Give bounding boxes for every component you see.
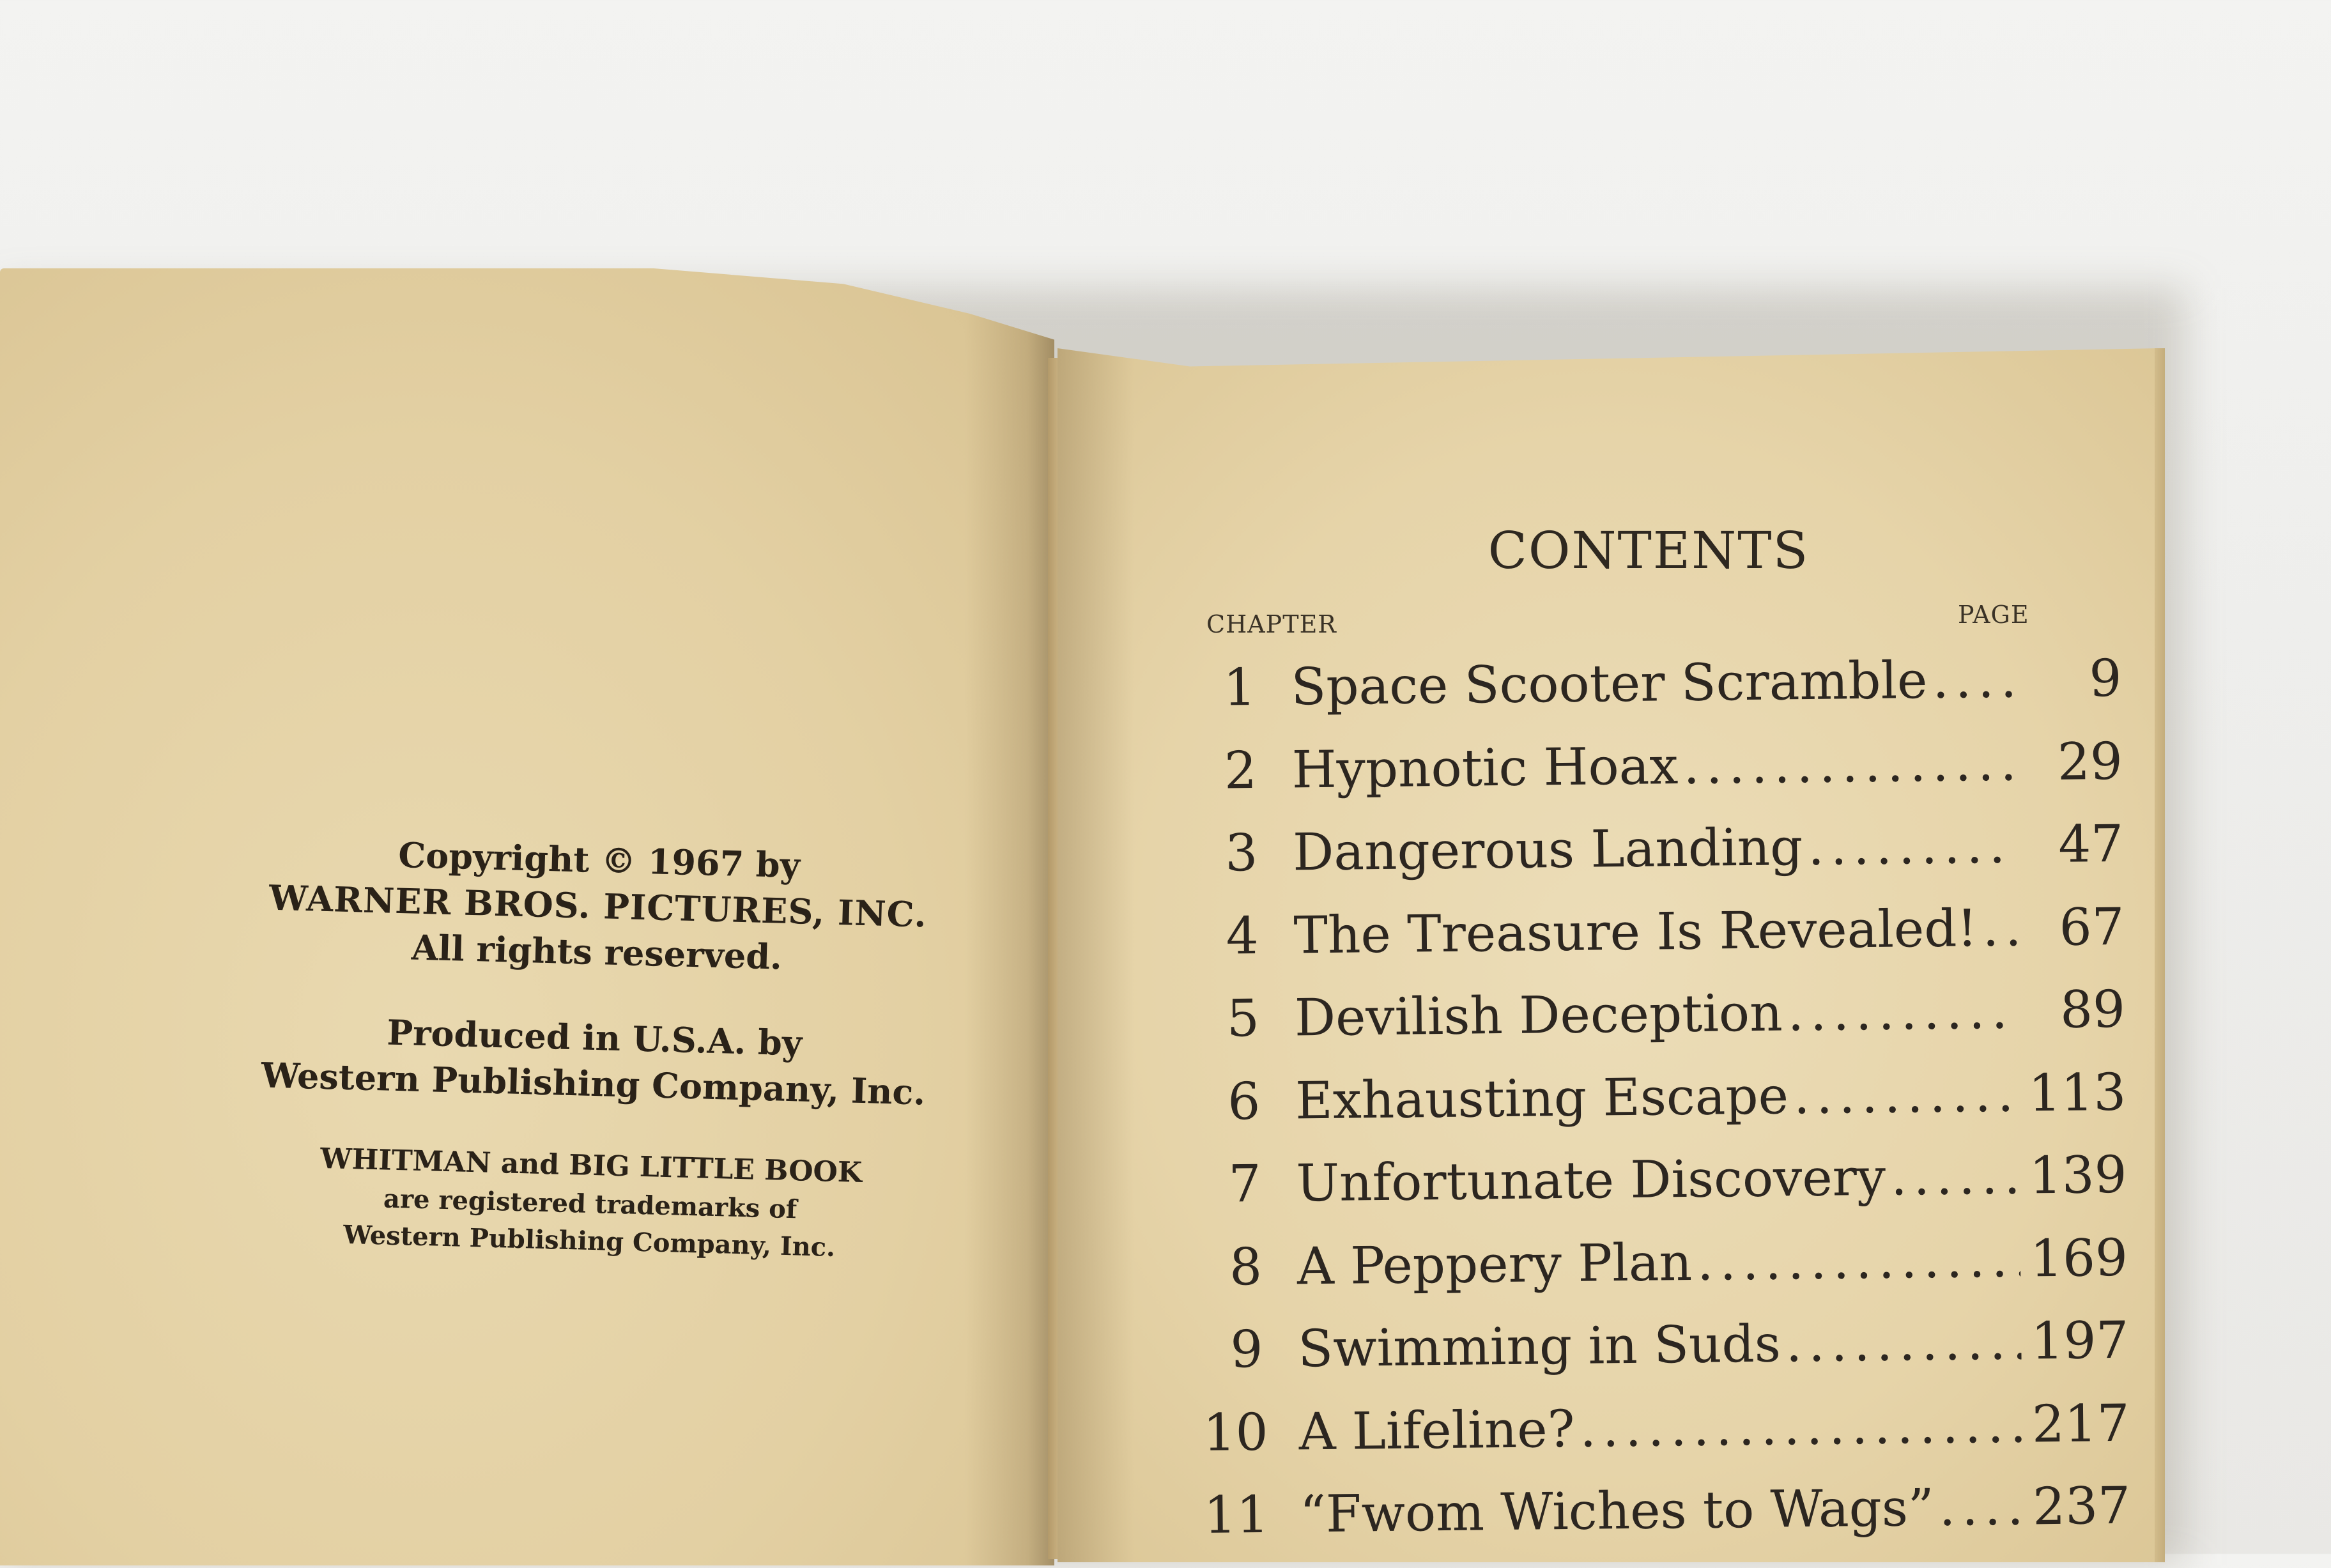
dot-leader xyxy=(1891,1146,2020,1207)
chapter-page-number: 67 xyxy=(2059,896,2125,957)
contents-title: CONTENTS xyxy=(1488,521,1810,580)
chapter-number: 4 xyxy=(1226,905,1259,966)
chapter-title: Dangerous Landing xyxy=(1292,817,1803,882)
toc-entry xyxy=(1195,649,2122,741)
toc-entry xyxy=(1203,1393,2130,1486)
chapter-title: Devilish Deception xyxy=(1294,983,1783,1048)
chapter-number: 2 xyxy=(1224,740,1258,801)
chapter-title: “Fwom Wiches to Wags” xyxy=(1299,1477,1935,1544)
dot-leader xyxy=(1982,898,2017,958)
chapter-number: 1 xyxy=(1223,657,1256,718)
chapter-number: 9 xyxy=(1229,1319,1263,1380)
chapter-page-number: 237 xyxy=(2032,1475,2131,1537)
toc-entry xyxy=(1196,731,2123,824)
copyright-block xyxy=(206,827,983,1270)
publisher-line: WARNER BROS. PICTURES, INC. xyxy=(268,877,928,935)
chapter-number: 6 xyxy=(1227,1071,1261,1131)
chapter-title: Unfortunate Discovery xyxy=(1296,1147,1886,1213)
dot-leader xyxy=(1785,1312,2021,1374)
page-column-heading: PAGE xyxy=(1958,601,2029,629)
chapter-number: 8 xyxy=(1229,1236,1263,1296)
chapter-page-number: 169 xyxy=(2029,1227,2128,1288)
produced-line: Produced in U.S.A. by xyxy=(386,1011,803,1064)
dot-leader xyxy=(1932,650,2015,710)
table-of-contents xyxy=(1195,649,2131,1568)
chapter-title: Space Scooter Scramble xyxy=(1290,650,1928,717)
toc-entry xyxy=(1201,1227,2128,1320)
chapter-title: Exhausting Escape xyxy=(1295,1065,1789,1130)
chapter-page-number: 89 xyxy=(2059,979,2126,1040)
chapter-number: 7 xyxy=(1228,1153,1262,1214)
dot-leader xyxy=(1808,815,2017,877)
chapter-page-number: 9 xyxy=(2089,648,2122,709)
chapter-page-number: 113 xyxy=(2028,1062,2127,1123)
chapter-page-number: 217 xyxy=(2031,1393,2130,1454)
toc-entry xyxy=(1199,1062,2127,1155)
chapter-column-heading: CHAPTER xyxy=(1206,610,1337,638)
trademark-line: are registered trademarks of xyxy=(383,1183,797,1225)
trademark-line: WHITMAN and BIG LITTLE BOOK xyxy=(319,1142,863,1190)
rights-line: All rights reserved. xyxy=(411,926,783,978)
chapter-number: 3 xyxy=(1224,822,1258,883)
chapter-number: 10 xyxy=(1203,1402,1268,1463)
toc-entry xyxy=(1200,1145,2127,1238)
chapter-page-number: 139 xyxy=(2029,1144,2128,1206)
dot-leader xyxy=(1939,1477,2023,1537)
chapter-number: 11 xyxy=(1203,1484,1270,1545)
chapter-number: 5 xyxy=(1226,988,1260,1049)
toc-entry xyxy=(1197,896,2125,989)
copyright-line: Copyright © 1967 by xyxy=(397,834,801,886)
chapter-title: A Lifeline? xyxy=(1298,1399,1575,1461)
chapter-page-number: 29 xyxy=(2057,731,2123,792)
dot-leader xyxy=(1787,981,2018,1043)
toc-entry xyxy=(1202,1311,2129,1403)
chapter-title: The Treasure Is Revealed! xyxy=(1293,898,1978,965)
toc-entry xyxy=(1198,980,2125,1072)
chapter-title: Hypnotic Hoax xyxy=(1291,735,1679,799)
trademark-line: Western Publishing Company, Inc. xyxy=(342,1219,836,1263)
dot-leader xyxy=(1793,1063,2019,1125)
chapter-page-number: 197 xyxy=(2031,1310,2129,1371)
producer-line: Western Publishing Company, Inc. xyxy=(261,1054,927,1113)
toc-entry xyxy=(1204,1476,2131,1568)
dot-leader xyxy=(1580,1394,2022,1458)
dot-leader xyxy=(1696,1229,2020,1291)
chapter-page-number: 47 xyxy=(2058,813,2124,874)
page-edge xyxy=(2155,348,2165,1562)
dot-leader xyxy=(1683,732,2015,795)
toc-entry xyxy=(1197,814,2124,907)
chapter-title: Swimming in Suds xyxy=(1297,1314,1781,1379)
chapter-title: A Peppery Plan xyxy=(1296,1232,1693,1296)
